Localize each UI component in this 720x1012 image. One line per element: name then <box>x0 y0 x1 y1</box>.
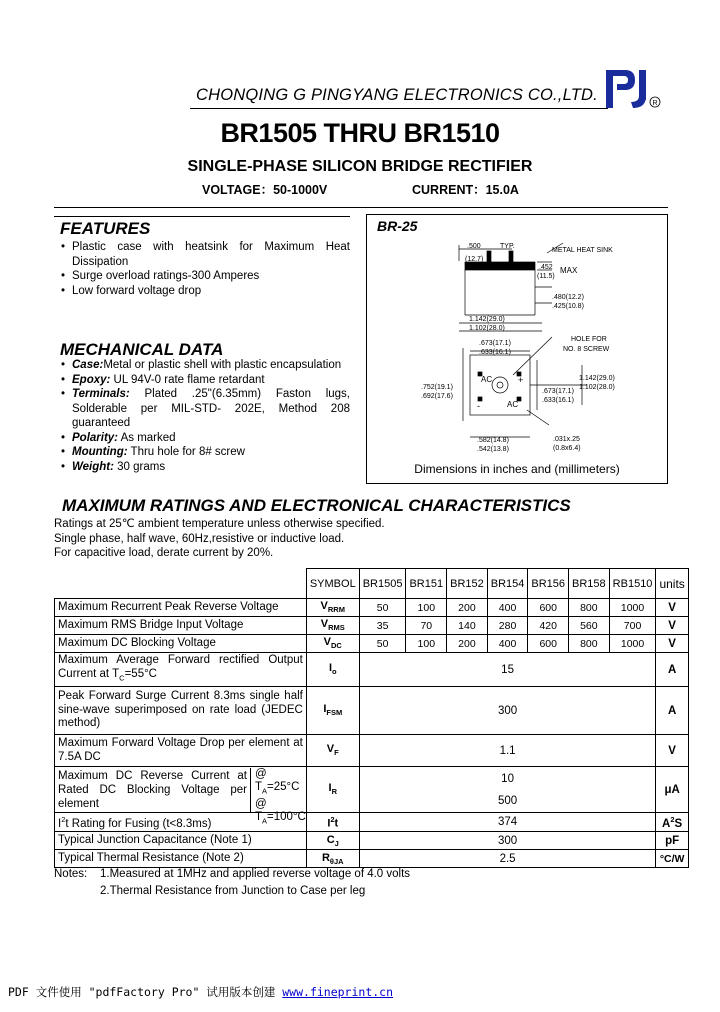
list-item <box>58 358 350 373</box>
dim-label: METAL HEAT SINK <box>552 247 613 254</box>
value-cell: 1.1 <box>359 735 656 767</box>
table-row <box>55 832 689 850</box>
dim-label: .673(17.1) <box>542 388 574 395</box>
footer-text: PDF 文件使用 "pdfFactory Pro" 试用版本创建 <box>8 985 283 999</box>
ratings-title: MAXIMUM RATINGS AND ELECTRONICAL CHARACTERISTICS <box>62 496 571 515</box>
table-header: BR151 <box>406 569 447 599</box>
symbol-cell: $V_{RMS}$ <box>306 617 359 635</box>
dim-label: .692(17.6) <box>421 393 453 400</box>
dim-label: .500 <box>467 243 481 250</box>
page-subtitle: SINGLE-PHASE SILICON BRIDGE RECTIFIER <box>187 158 533 175</box>
value-cell: 1000 <box>609 599 656 617</box>
ac-label: AC <box>507 400 519 409</box>
symbol-cell: $V_F$ <box>306 735 359 767</box>
unit-cell: V <box>656 617 688 635</box>
param-cell: Typical Junction Capacitance (Note 1) <box>55 832 307 850</box>
value-cell: 50 <box>359 599 406 617</box>
table-header-row <box>55 569 689 599</box>
value-cell: 200 <box>447 635 488 653</box>
item-label: Polarity: <box>72 431 119 444</box>
dim-label: (0.8x6.4) <box>553 445 581 452</box>
value-cell: 70 <box>406 617 447 635</box>
features-list <box>58 240 350 298</box>
unit-cell: $A^2S$ <box>656 813 688 832</box>
table-header: SYMBOL <box>306 569 359 599</box>
condition: @ $T_A=100^\circ C$ <box>255 797 306 826</box>
table-row <box>55 687 689 735</box>
note-1: 1.Measured at 1MHz and applied reverse voltage of 4.0 volts <box>100 868 411 880</box>
symbol-cell: $V_{DC}$ <box>306 635 359 653</box>
unit-cell: A <box>656 687 688 735</box>
symbol-cell: $R_{\theta JA}$ <box>306 850 359 868</box>
mechanical-list <box>58 358 350 474</box>
notes-label: Notes: <box>54 868 88 880</box>
ratings-note: Ratings at 25℃ ambient temperature unless otherwise specified. <box>54 518 385 530</box>
list-item: • Low forward voltage drop <box>58 284 350 299</box>
item-label: Terminals: <box>72 388 130 400</box>
page-title: BR1505 THRU BR1510 <box>220 118 500 148</box>
dim-label: 1.142(29.0) <box>469 316 505 323</box>
list-item: • Surge overload ratings-300 Amperes <box>58 269 350 284</box>
list-item: • Plastic case with heatsink for Maximum Heat Dissipation <box>58 240 350 269</box>
table-row <box>55 850 689 868</box>
table-row <box>55 653 689 687</box>
list-item <box>58 460 350 475</box>
value-cell: 400 <box>487 599 528 617</box>
unit-cell: V <box>656 635 688 653</box>
item-label: Epoxy: <box>72 373 111 386</box>
unit-cell: μA <box>656 767 688 813</box>
dim-label: (12.7) <box>465 256 484 263</box>
table-header: BR154 <box>487 569 528 599</box>
ratings-note: For capacitive load, derate current by 20%. <box>54 547 274 559</box>
param-cell: Maximum Average Forward rectified Output Current at $T_C=55^\circ C$ <box>55 653 307 687</box>
registered-mark: R <box>652 100 658 107</box>
company-name: CHONQING G PINGYANG ELECTRONICS CO.,LTD. <box>196 86 598 104</box>
param-cell: Maximum Recurrent Peak Reverse Voltage <box>55 599 307 617</box>
symbol-cell: $I_R$ <box>306 767 359 813</box>
mechanical-title: MECHANICAL DATA <box>60 340 224 359</box>
dim-label: .480(12.2) <box>552 294 584 301</box>
value-cell: 35 <box>359 617 406 635</box>
table-row <box>55 813 689 832</box>
table-header-blank <box>55 569 307 599</box>
value-cell <box>359 767 656 813</box>
header-divider <box>54 207 668 208</box>
param-cell: Typical Thermal Resistance (Note 2) <box>55 850 307 868</box>
table-header: BR158 <box>569 569 610 599</box>
item-text: UL 94V-0 rate flame retardant <box>110 373 265 386</box>
company-logo <box>603 66 661 112</box>
value-cell: 50 <box>359 635 406 653</box>
table-header: BR152 <box>447 569 488 599</box>
item-text: Plated .25"(6.35mm) Faston lugs, Solderable per MIL-STD- 202E, Method 208 guaranteed <box>72 388 350 429</box>
ratings-note: Single phase, half wave, 60Hz,resistive or inductive load. <box>54 532 345 545</box>
value-cell: 2.5 <box>359 850 656 868</box>
item-label: Case: <box>72 359 104 371</box>
symbol-cell: $I_{FSM}$ <box>306 687 359 735</box>
table-row <box>55 617 689 635</box>
item-text: Thru hole for 8# screw <box>127 446 245 458</box>
item-text: 30 grams <box>113 460 166 473</box>
list-item <box>58 445 350 460</box>
table-header: BR1505 <box>359 569 406 599</box>
dim-label: .633(16.1) <box>479 349 511 356</box>
value-cell: 1000 <box>609 635 656 653</box>
table-header: RB1510 <box>609 569 656 599</box>
note-2: 2.Thermal Resistance from Junction to Case per leg <box>100 885 366 897</box>
pdf-footer <box>8 984 393 1000</box>
dim-label: .752(19.1) <box>421 384 453 391</box>
dim-label: .542(13.8) <box>477 446 509 453</box>
dim-label: (11.5) <box>537 273 555 280</box>
voltage-spec: VOLTAGE：50-1000V <box>202 183 328 197</box>
unit-cell: pF <box>656 832 688 850</box>
dim-label: HOLE FOR <box>571 336 607 343</box>
dim-label: 1.102(28.0) <box>469 325 505 332</box>
value-cell: 100 <box>406 635 447 653</box>
ratings-table <box>54 568 689 868</box>
symbol-cell: $V_{RRM}$ <box>306 599 359 617</box>
value-cell: 300 <box>359 832 656 850</box>
ratings-notes <box>54 517 385 561</box>
value-cell: 400 <box>487 635 528 653</box>
value-cell: 200 <box>447 599 488 617</box>
symbol-cell: $I^2t$ <box>306 813 359 832</box>
param-cell: Maximum RMS Bridge Input Voltage <box>55 617 307 635</box>
value-cell: 700 <box>609 617 656 635</box>
dim-label: .673(17.1) <box>479 340 511 347</box>
value-cell: 15 <box>359 653 656 687</box>
package-drawing <box>367 215 667 483</box>
dim-label: .031x.25 <box>553 436 580 443</box>
list-item <box>58 431 350 446</box>
value-cell: 420 <box>528 617 569 635</box>
list-item <box>58 373 350 388</box>
dim-label: 1.142(29.0) <box>579 375 615 382</box>
table-header: units <box>656 569 688 599</box>
item-text: As marked <box>118 431 176 444</box>
footer-link[interactable]: www.fineprint.cn <box>282 985 394 999</box>
unit-cell: V <box>656 599 688 617</box>
list-item <box>58 387 350 431</box>
value-cell: 140 <box>447 617 488 635</box>
item-text: Metal or plastic shell with plastic encapsulation <box>103 359 342 371</box>
value-cell: 560 <box>569 617 610 635</box>
unit-cell: °C/W <box>656 850 688 868</box>
condition: @ $T_A=25^\circ C$ <box>255 767 300 796</box>
unit-cell: A <box>656 653 688 687</box>
features-title: FEATURES <box>60 219 151 238</box>
table-row <box>55 599 689 617</box>
dim-label: .633(16.1) <box>542 397 574 404</box>
condition-cell <box>251 767 306 826</box>
dim-label: .452 <box>539 264 553 271</box>
param-text: Maximum DC Reverse Current at Rated DC Blocking Voltage per element <box>55 768 251 812</box>
current-spec: CURRENT：15.0A <box>412 183 519 197</box>
dim-label: 1.102(28.0) <box>579 384 615 391</box>
package-diagram-box <box>366 214 668 484</box>
value-cell: 374 <box>359 813 656 832</box>
unit-cell: V <box>656 735 688 767</box>
symbol-cell: $I_o$ <box>306 653 359 687</box>
dim-label: .582(14.8) <box>477 437 509 444</box>
value-cell: 800 <box>569 635 610 653</box>
minus-label: - <box>477 401 480 411</box>
value-cell: 600 <box>528 599 569 617</box>
dim-label: MAX <box>560 266 578 275</box>
value: 500 <box>497 794 518 807</box>
param-cell: Peak Forward Surge Current 8.3ms single half sine-wave superimposed on rate load (JEDEC method) <box>55 687 307 735</box>
table-row <box>55 735 689 767</box>
param-cell: Maximum DC Blocking Voltage <box>55 635 307 653</box>
param-cell: Maximum Forward Voltage Drop per element at 7.5A DC <box>55 735 307 767</box>
diagram-caption: Dimensions in inches and (millimeters) <box>414 462 620 476</box>
symbol-cell: $C_J$ <box>306 832 359 850</box>
ac-label: AC <box>481 375 493 384</box>
table-header: BR156 <box>528 569 569 599</box>
value-cell: 300 <box>359 687 656 735</box>
dim-label: .425(10.8) <box>552 303 584 310</box>
item-label: Mounting: <box>72 446 128 458</box>
value-cell: 800 <box>569 599 610 617</box>
plus-label: + <box>518 375 524 385</box>
item-label: Weight: <box>72 460 114 473</box>
value-cell: 600 <box>528 635 569 653</box>
header-rule <box>190 108 608 109</box>
value-cell: 100 <box>406 599 447 617</box>
table-row <box>55 635 689 653</box>
value-cell: 280 <box>487 617 528 635</box>
value: 10 <box>501 772 514 785</box>
dim-label: TYP. <box>500 243 515 250</box>
param-cell: $I^2t$ Rating for Fusing (t<8.3ms) <box>55 813 307 832</box>
table-row <box>55 767 689 813</box>
package-label: BR-25 <box>377 218 418 234</box>
dim-label: NO. 8 SCREW <box>563 346 610 353</box>
